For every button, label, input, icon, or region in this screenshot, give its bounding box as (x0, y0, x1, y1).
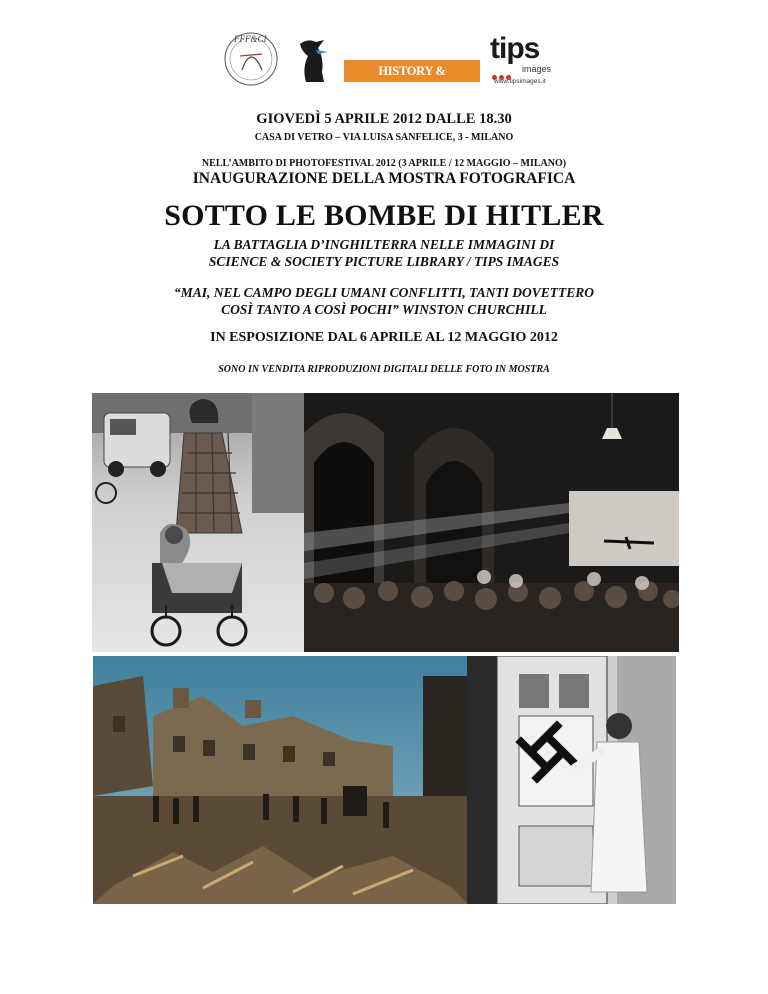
sale-note: SONO IN VENDITA RIPRODUZIONI DIGITALI DELLE FOTO IN MOSTRA (218, 364, 550, 375)
churchill-quote-line1: “MAI, NEL CAMPO DEGLI UMANI CONFLITTI, TANTI DOVETTERO (174, 285, 594, 300)
tips-logo-sub: images (522, 64, 552, 74)
bird-silhouette-logo-icon (294, 38, 330, 84)
history-photography-logo: HISTORY & PHOTOGRAPHY (344, 60, 480, 82)
exhibition-title: SOTTO LE BOMBE DI HITLER (164, 199, 604, 232)
exhibition-subtitle-line2: SCIENCE & SOCIETY PICTURE LIBRARY / TIPS IMAGES (208, 254, 560, 269)
tips-images-logo (490, 34, 560, 90)
exhibition-dates: IN ESPOSIZIONE DAL 6 APRILE AL 12 MAGGIO 2012 (210, 330, 558, 345)
photo-church-searchlights (304, 393, 679, 652)
event-context: NELL’AMBITO DI PHOTOFESTIVAL 2012 (3 APRILE / 12 MAGGIO – MILANO) (201, 158, 567, 169)
churchill-quote-line2: COSÌ TANTO A COSÌ POCHI” WINSTON CHURCHILL (221, 302, 547, 317)
ffc-logo-text: FFF&CI (234, 34, 267, 44)
photo-gas-mask-pram (92, 393, 304, 652)
photo-swastika-door (467, 656, 676, 904)
logo-bar (0, 30, 768, 100)
ffc-logo (222, 30, 280, 88)
tips-logo-word: tips (490, 32, 540, 65)
photo-bombed-street (93, 656, 467, 904)
exhibition-subtitle-line1: LA BATTAGLIA D’INGHILTERRA NELLE IMMAGINI DI (213, 237, 555, 252)
event-date: GIOVEDÌ 5 APRILE 2012 DALLE 18.30 (256, 111, 512, 127)
event-inauguration: INAUGURAZIONE DELLA MOSTRA FOTOGRAFICA (192, 170, 576, 187)
bird-logo (294, 38, 330, 84)
event-venue: CASA DI VETRO – VIA LUISA SANFELICE, 3 - MILANO (254, 132, 514, 143)
tips-logo-url: www.tipsimages.it (494, 78, 546, 85)
